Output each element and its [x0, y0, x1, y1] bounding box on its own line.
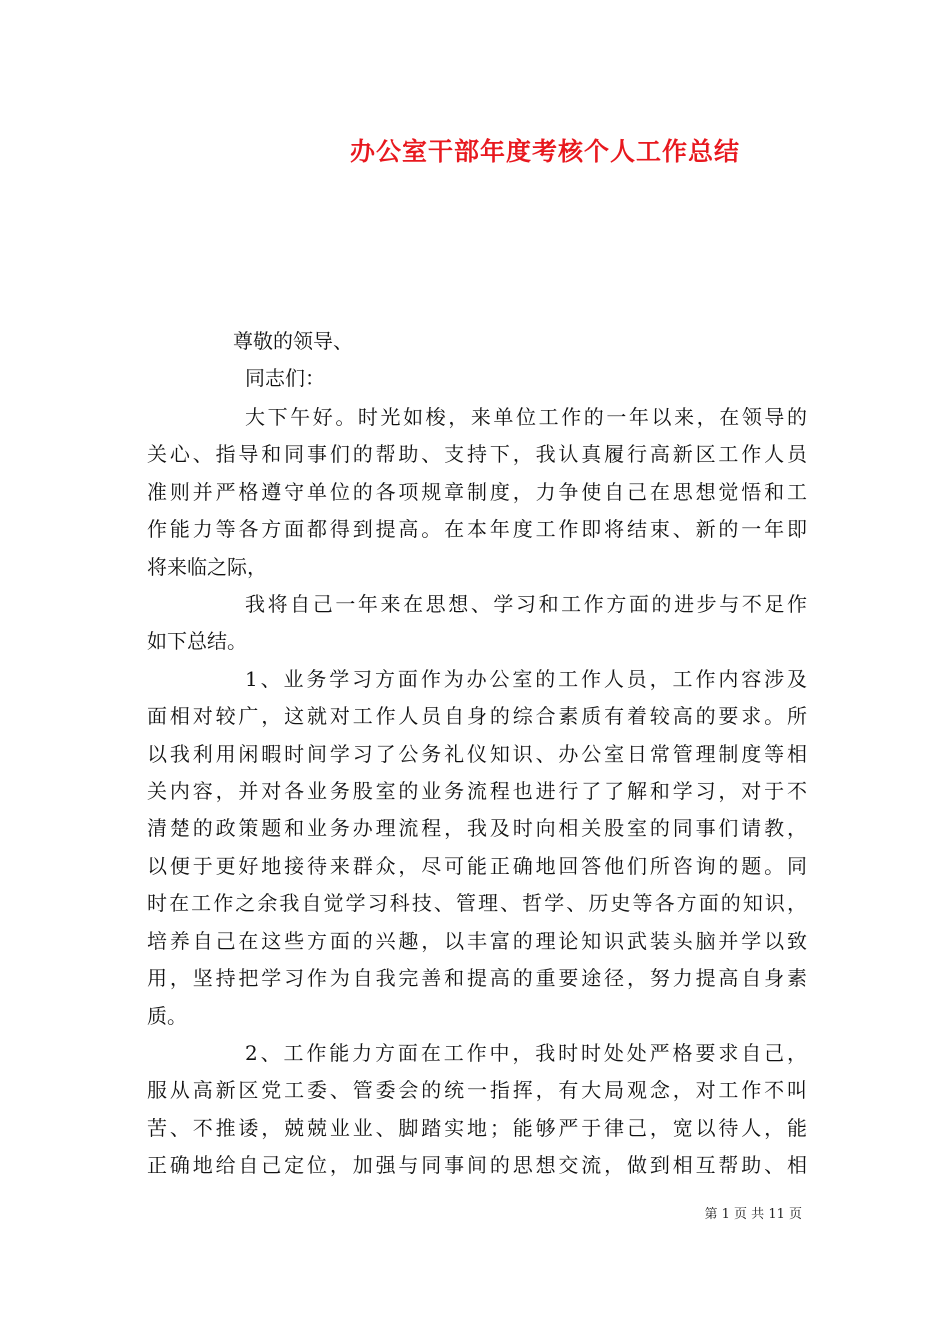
text-line: 面相对较广，这就对工作人员自身的综合素质有着较高的要求。所: [147, 704, 807, 729]
text-line: 服从高新区党工委、管委会的统一指挥，有大局观念，对工作不叫: [147, 1078, 807, 1103]
text-line: 如下总结。: [147, 629, 247, 654]
text-line: 2、工作能力方面在工作中，我时时处处严格要求自己，: [245, 1040, 807, 1065]
salutation-comrades: 同志们：: [245, 366, 325, 390]
text-line: 用，坚持把学习作为自我完善和提高的重要途径，努力提高自身素: [147, 966, 807, 991]
text-line: 以我利用闲暇时间学习了公务礼仪知识、办公室日常管理制度等相: [147, 741, 807, 766]
text-line: 苦、不推诿，兢兢业业、脚踏实地；能够严于律己，宽以待人，能: [147, 1115, 807, 1140]
text-line: 准则并严格遵守单位的各项规章制度，力争使自己在思想觉悟和工: [147, 479, 807, 504]
text-line: 时在工作之余我自觉学习科技、管理、哲学、历史等各方面的知识，: [147, 891, 807, 916]
paragraph-greeting: [147, 399, 807, 586]
paragraph-ability: [147, 1035, 807, 1185]
page-number-footer: 第 1 页 共 11 页: [704, 1207, 802, 1222]
text-line: 以便于更好地接待来群众，尽可能正确地回答他们所咨询的题。同: [147, 853, 807, 878]
paragraph-intro: [147, 586, 807, 661]
text-line: 关内容，并对各业务股室的业务流程也进行了了解和学习，对于不: [147, 779, 807, 804]
document-title: 办公室干部年度考核个人工作总结: [349, 137, 740, 166]
text-line: 作能力等各方面都得到提高。在本年度工作即将结束、新的一年即: [147, 517, 807, 542]
body-text: [147, 399, 807, 1185]
text-line: 正确地给自己定位，加强与同事间的思想交流，做到相互帮助、相: [147, 1153, 807, 1178]
text-line: 1、业务学习方面作为办公室的工作人员，工作内容涉及: [245, 666, 807, 691]
paragraph-study: [147, 661, 807, 1035]
text-line: 大下午好。时光如梭，来单位工作的一年以来，在领导的: [245, 405, 807, 429]
text-line: 质。: [147, 1003, 187, 1028]
text-line: 我将自己一年来在思想、学习和工作方面的进步与不足作: [245, 592, 807, 617]
text-line: 培养自己在这些方面的兴趣，以丰富的理论知识武装头脑并学以致: [147, 928, 807, 953]
text-line: 将来临之际，: [147, 554, 267, 579]
text-line: 关心、指导和同事们的帮助、支持下，我认真履行高新区工作人员: [147, 442, 807, 467]
text-line: 清楚的政策题和业务办理流程，我及时向相关股室的同事们请教，: [147, 816, 807, 841]
salutation-leaders: 尊敬的领导、: [233, 329, 353, 353]
